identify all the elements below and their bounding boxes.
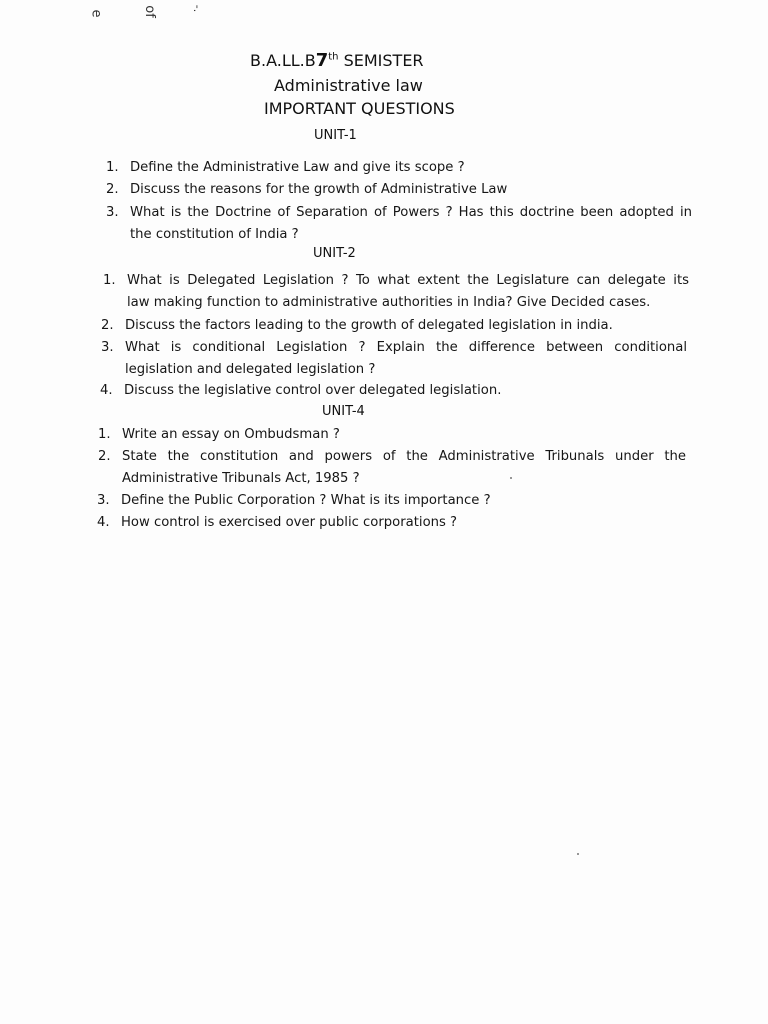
- question-text: How control is exercised over public corporations ?: [121, 515, 458, 530]
- question-text: law making function to administrative authorities in India? Give Decided cases.: [127, 295, 651, 310]
- scan-speck: [577, 853, 579, 855]
- question-number: 3.: [97, 493, 110, 508]
- question-text: State the constitution and powers of the Administrative Tribunals under the: [122, 449, 686, 464]
- course-ordinal: th: [328, 51, 339, 63]
- question-item: [106, 179, 712, 201]
- course-prefix: B.A.LL.B: [250, 51, 316, 70]
- question-text: Discuss the reasons for the growth of Administrative Law: [130, 182, 508, 197]
- question-item: [101, 315, 707, 337]
- question-text: Define the Public Corporation ? What is its importance ?: [121, 493, 491, 508]
- question-text: Discuss the factors leading to the growth of delegated legislation in india.: [125, 318, 613, 333]
- question-text: Administrative Tribunals Act, 1985 ?: [122, 471, 360, 486]
- question-text: legislation and delegated legislation ?: [125, 362, 376, 377]
- question-item: [97, 512, 703, 534]
- question-number: 3.: [101, 340, 114, 355]
- question-number: 1.: [98, 427, 111, 442]
- question-item: [98, 424, 704, 446]
- question-number: 2.: [101, 318, 114, 333]
- question-item: [106, 202, 692, 246]
- course-title: [250, 50, 460, 71]
- course-handwritten-mark: 7: [315, 50, 329, 71]
- unit-heading: UNIT-1: [314, 128, 357, 143]
- question-text: What is conditional Legislation ? Explain the difference between conditional: [125, 340, 687, 355]
- question-number: 3.: [106, 205, 119, 220]
- unit-heading: UNIT-4: [322, 404, 365, 419]
- document-title: IMPORTANT QUESTIONS: [264, 99, 455, 118]
- unit-heading: UNIT-2: [313, 246, 356, 261]
- edge-mark: -.: [191, 4, 205, 13]
- question-text: Write an essay on Ombudsman ?: [122, 427, 340, 442]
- question-text: Discuss the legislative control over delegated legislation.: [124, 383, 502, 398]
- question-item: [103, 270, 689, 314]
- question-number: 2.: [106, 182, 119, 197]
- scan-speck: [510, 477, 512, 479]
- question-text: What is the Doctrine of Separation of Powers ? Has this doctrine been adopted in: [130, 205, 692, 220]
- question-item: [106, 157, 712, 179]
- question-number: 4.: [97, 515, 110, 530]
- subject-title: Administrative law: [274, 76, 423, 95]
- question-number: 4.: [100, 383, 113, 398]
- question-number: 2.: [98, 449, 111, 464]
- question-text: Define the Administrative Law and give its scope ?: [130, 160, 465, 175]
- question-number: 1.: [103, 273, 116, 288]
- question-text: What is Delegated Legislation ? To what extent the Legislature can delegate its: [127, 273, 689, 288]
- question-number: 1.: [106, 160, 119, 175]
- question-text: the constitution of India ?: [130, 227, 299, 242]
- edge-mark: of: [141, 5, 157, 18]
- question-item: [101, 337, 687, 381]
- edge-mark: e: [88, 9, 104, 18]
- question-item: [100, 380, 706, 402]
- course-suffix: SEMISTER: [343, 51, 424, 70]
- question-item: [98, 446, 686, 490]
- question-item: [97, 490, 703, 512]
